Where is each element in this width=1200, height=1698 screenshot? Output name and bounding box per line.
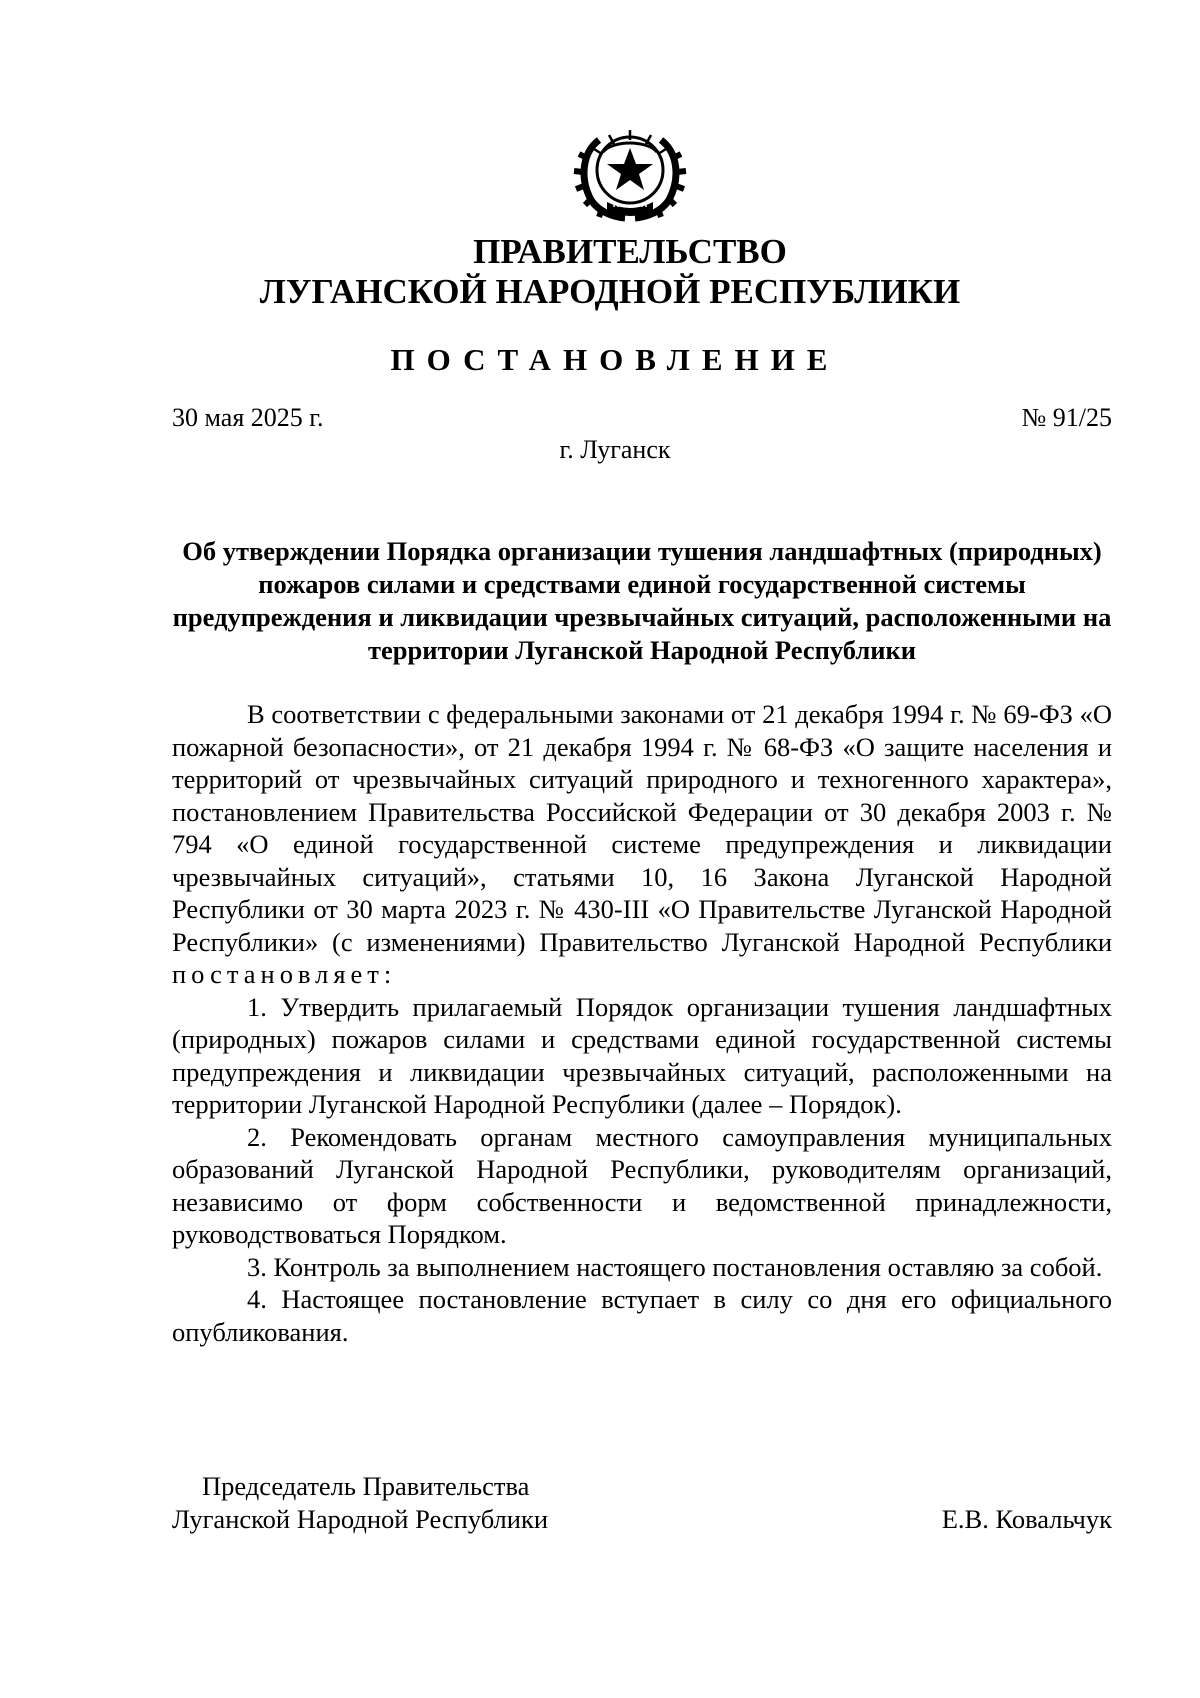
state-emblem-icon <box>569 122 691 222</box>
document-type: ПОСТАНОВЛЕНИЕ <box>390 342 840 377</box>
decree-punct: : <box>383 959 392 989</box>
document-subject: Об утверждении Порядка организации тушения ландшафтных (природных) пожаров силами и средствами единой государственной системы предупреждения и ликвидации чрезвычайных ситуаций, расположенными на территории Луганской Народной Республики <box>172 536 1112 665</box>
document-city: г. Луганск <box>559 435 671 464</box>
signatory-position-line1: Председатель Правительства <box>202 1471 530 1501</box>
preamble-paragraph <box>172 698 1112 991</box>
preamble-text: В соответствии с федеральными законами от 21 декабря 1994 г. № 69-ФЗ «О пожарной безопасности», от 21 декабря 1994 г. № 68-ФЗ «О защите населения и территорий от чрезвычайных ситуаций природного и техногенного характера», постановлением Правительства Российской Федерации от 30 декабря 2003 г. № 794 «О единой государственной системе предупреждения и ликвидации чрезвычайных ситуаций», статьями 10, 16 Закона Луганской Народной Республики от 30 марта 2023 г. № 430-III «О Правительстве Луганской Народной Республики» (с изменениями) Правительство Луганской Народной Республики <box>172 699 1112 957</box>
document-number: № 91/25 <box>1021 403 1112 432</box>
document-body <box>172 698 1112 1348</box>
list-item: 4. Настоящее постановление вступает в силу со дня его официального опубликования. <box>172 1284 1112 1347</box>
org-name-line2: ЛУГАНСКОЙ НАРОДНОЙ РЕСПУБЛИКИ <box>259 272 961 311</box>
list-item: 3. Контроль за выполнением настоящего постановления оставляю за собой. <box>247 1251 1103 1282</box>
decree-word: постановляет <box>172 959 384 989</box>
document-date: 30 мая 2025 г. <box>172 403 324 432</box>
org-name-line1: ПРАВИТЕЛЬСТВО <box>473 232 787 271</box>
signatory-position <box>172 1470 548 1536</box>
signatory-position-line2: Луганской Народной Республики <box>172 1504 549 1534</box>
signatory-name: Е.В. Ковальчук <box>941 1504 1112 1534</box>
list-item: 2. Рекомендовать органам местного самоуправления муниципальных образований Луганской Народной Республики, руководителям организаций, независимо от форм собственности и ведомственной принадлежности, руководствоваться Порядком. <box>172 1121 1112 1249</box>
list-item: 1. Утвердить прилагаемый Порядок организации тушения ландшафтных (природных) пожаров силами и средствами единой государственной системы предупреждения и ликвидации чрезвычайных ситуаций, расположенными на территории Луганской Народной Республики (далее – Порядок). <box>172 991 1112 1119</box>
